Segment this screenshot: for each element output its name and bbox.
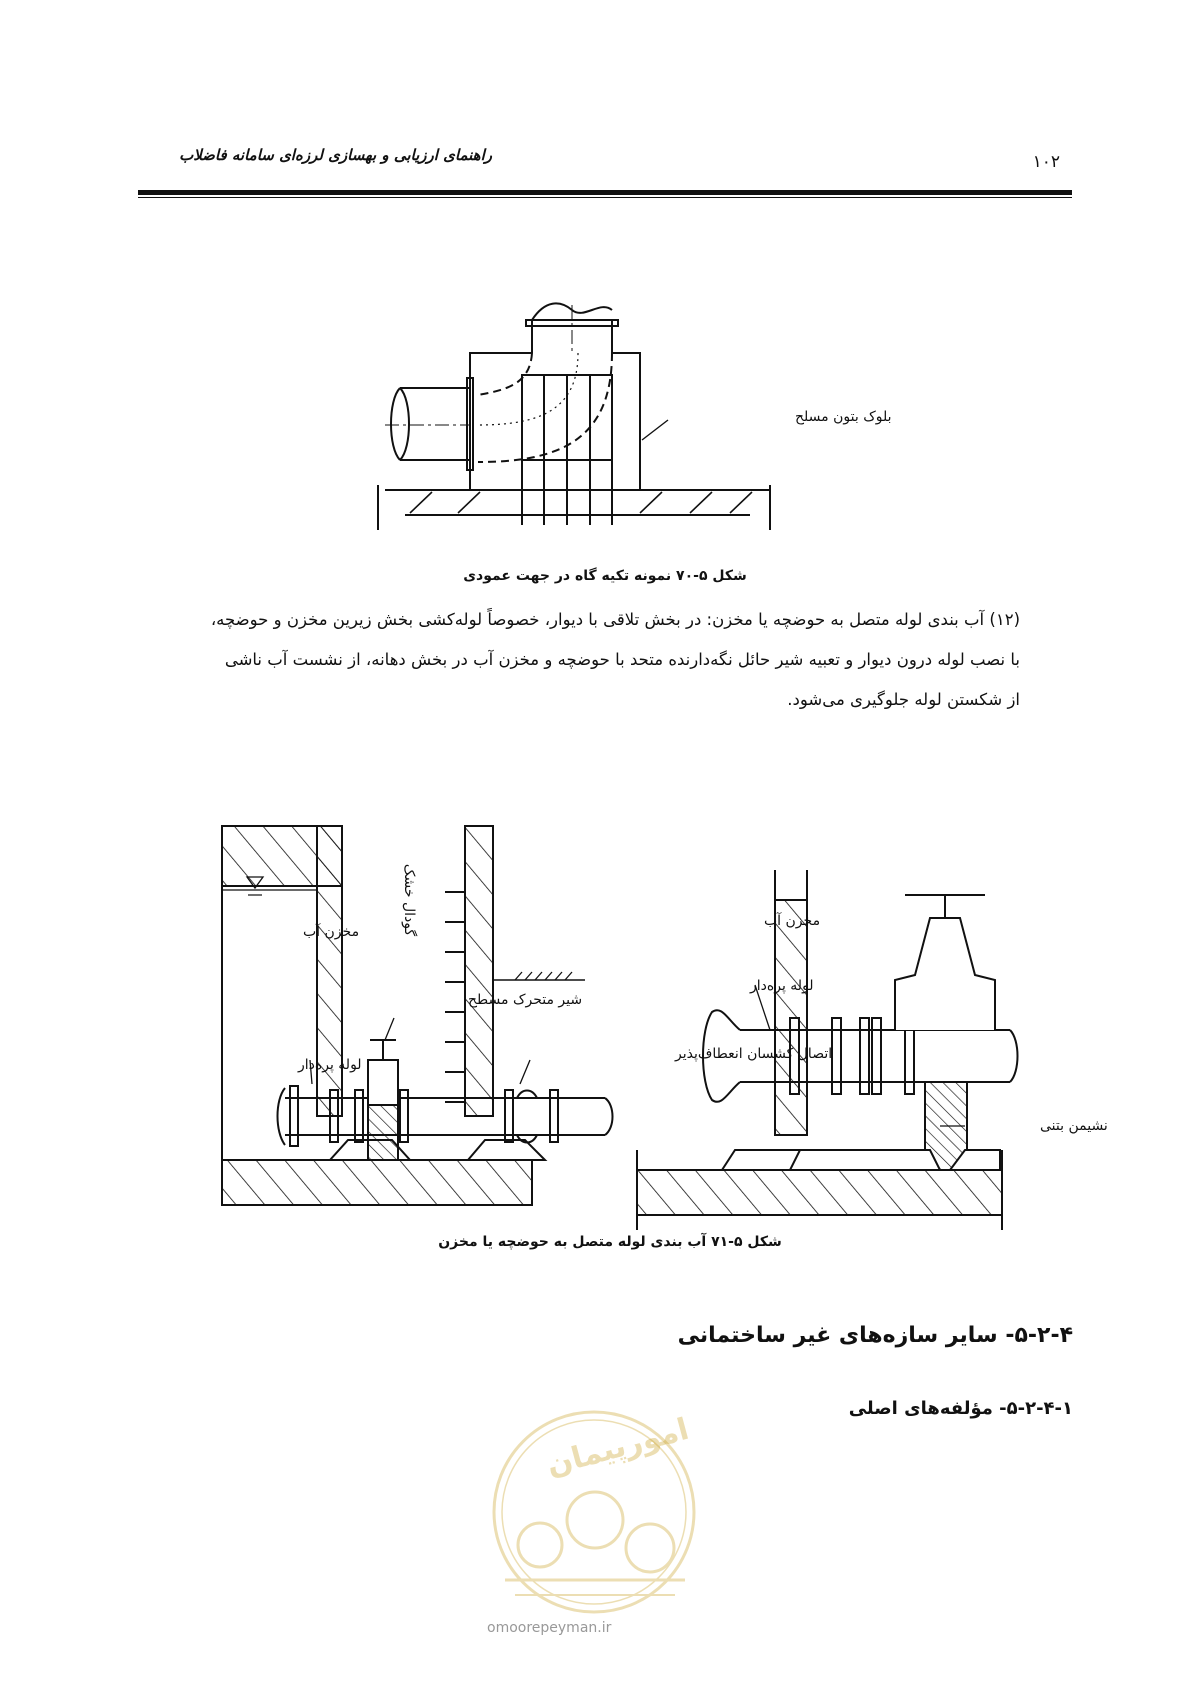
subsection-heading: ۵-۲-۴-۱- مؤلفه‌های اصلی (848, 1398, 1073, 1419)
label-water-tank-left: مخزن آب (303, 924, 360, 940)
paragraph-line: از شکستن لوله جلوگیری می‌شود. (787, 690, 1020, 709)
running-header-title: راهنمای ارزیابی و بهسازی لرزه‌ای سامانه فاضلاب (179, 146, 492, 164)
label-water-tank-right: مخزن آب (764, 913, 821, 929)
label-flanged-pipe-right: لوله پره‌دار (750, 978, 814, 994)
label-flanged-pipe-left: لوله پره‌دار (298, 1057, 362, 1073)
section-heading: ۵-۲-۴- سایر سازه‌های غیر ساختمانی (677, 1323, 1073, 1348)
label-concrete-seat: نشیمن بتنی (1040, 1118, 1108, 1134)
figure2-drawing (222, 826, 1018, 1230)
label-slide-gate-valve: شیر متحرک مسطح (468, 992, 583, 1008)
watermark-site: omoorepeyman.ir (487, 1620, 612, 1636)
watermark-seal-text: امورپیمان (542, 1411, 693, 1484)
figure1-caption: شکل ۵-۷۰ نمونه تکیه گاه در جهت عمودی (463, 568, 747, 584)
label-dry-pit: گودال خشک (401, 863, 417, 937)
page-number: ۱۰۲ (1032, 152, 1060, 172)
label-reinforced-concrete-block: بلوک بتون مسلح (795, 409, 892, 425)
body-paragraph (140, 600, 1020, 720)
label-flexible-joint: اتصال کشسان انعطاف‌پذیر (675, 1046, 833, 1062)
figure1-drawing (378, 303, 770, 530)
paragraph-line: (۱۲) آب بندی لوله متصل به حوضچه یا مخزن: در بخش تلاقی با دیوار، خصوصاً لوله‌کشی بخش زیرین مخزن و حوضچه، (210, 610, 1020, 629)
paragraph-line: با نصب لوله درون دیوار و تعبیه شیر حائل نگه‌دارنده متحد با حوضچه و مخزن آب در بخش دهانه، از نشست آب ناشی (224, 650, 1020, 669)
figure2-caption: شکل ۵-۷۱ آب بندی لوله متصل به حوضچه یا مخزن (438, 1234, 782, 1250)
